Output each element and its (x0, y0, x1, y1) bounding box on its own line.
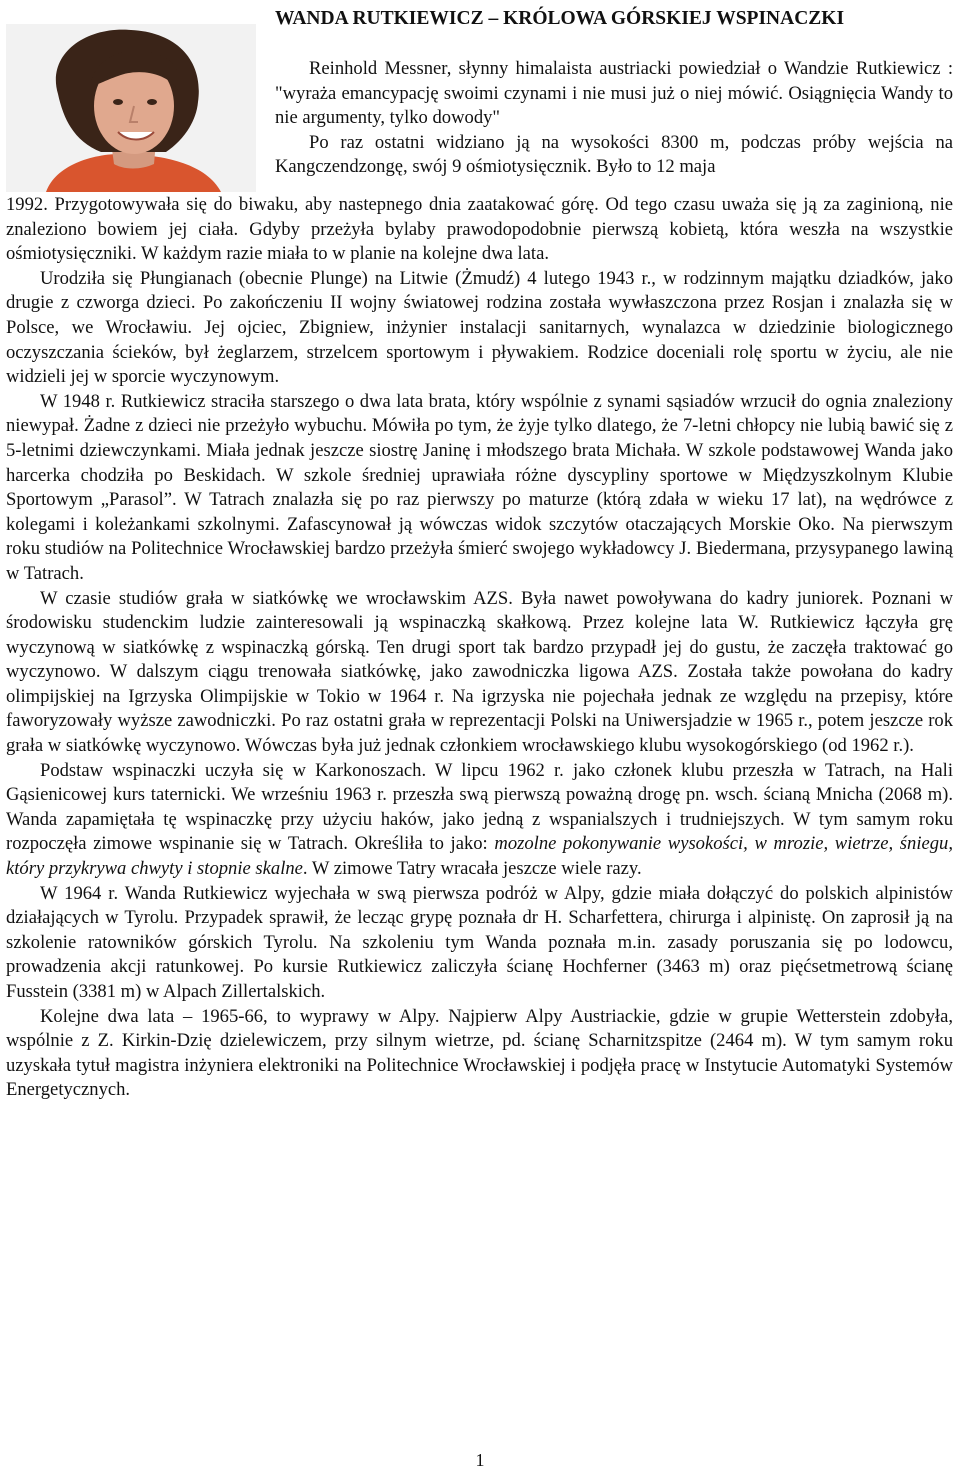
climbing-quote: mozolne pokonywanie wysokości, w mrozie, wietrze, śniegu, który przykrywa chwyty i stopnie skalne (6, 833, 954, 880)
body-paragraph: W 1964 r. Wanda Rutkiewicz wyjechała w swą pierwsza podróż w Alpy, gdzie miała dołączyć do polskich alpinistów działających w Tyrolu. Przypadek sprawił, że lecząc grypę poznała dr H. Scharfettera, chirurga i alpinistę. On zaprosił ją na szkolenie ratowników górskich Tyrolu. Na szkoleniu tym Wanda poznała m.in. zasady poruszania się po lodowcu, prowadzenia akcji ratunkowej. Po kursie Rutkiewicz zaliczyła ścianę Hochferner (3463 m) oraz pięćsetmetrową ścianę Fusstein (3381 m) w Alpach Zillertalskich. (6, 882, 953, 1002)
intro-paragraph: Reinhold Messner, słynny himalaista austriacki powiedział o Wandzie Rutkiewicz : "wyraża emancypację swoimi czynami i nie musi już o niej mówić. Osiągnięcia Wandy to nie argumenty, tylko dowody" (275, 58, 953, 129)
body-paragraph: Urodziła się Płungianach (obecnie Plunge) na Litwie (Żmudź) 4 lutego 1943 r., w rodzinnym majątku dziadków, jako drugie z czworga dzieci. Po zakończeniu II wojny światowej rodzina została wywłaszczona przez Rosjan i znalazła się w Polsce, we Wrocławiu. Jej ojciec, Zbigniew, inżynier instalacji sanitarnych, wynalazca w dziedzinie biologicznego oczyszczania ścieków, był żeglarzem, strzelcem sportowym i pływakiem. Rodzice doceniali rolę sportu w życiu, ale nie widzieli jej w sporcie wyczynowym. (6, 267, 953, 388)
intro-paragraph: Po raz ostatni widziano ją na wysokości 8300 m, podczas próby wejścia na Kangczendzongę, swój 9 ośmiotysięcznik. Było to 12 maja (275, 131, 953, 178)
climbing-text-end: . W zimowe Tatry wracała jeszcze wiele razy. (302, 858, 642, 880)
climbing-text-start: Podstaw wspinaczki uczyła się w Karkonoszach. W lipcu 1962 r. jako członek klubu przeszła w Tatrach, na Hali Gąsienicowej kurs taternicki. We wrześniu 1963 r. przeszła swą pierwszą poważną drogę pn. wsch. ścianą Mnicha (2068 m). Wanda zapamiętała tę wspinaczkę przy użyciu haków, jako jedną z wspanialszych i trudniejszych. W tym samym roku rozpoczęła zimowe wspinanie się w Tatrach. Określiła to jako: (6, 759, 953, 855)
portrait-photo (6, 24, 256, 192)
page-number: 1 (475, 1450, 485, 1470)
body-paragraph: 1992. Przygotowywała się do biwaku, aby nastepnego dnia zaatakować górę. Od tego czasu uważa się ją za zaginioną, nie znaleziono bowiem jej ciała. Gdyby przeżyła bylaby prawodopodobnie pierwszą kobietą, która weszła na wszystkie ośmiotysięczniki. W każdym razie miała to w planie na kolejne dwa lata. (6, 194, 953, 265)
article-title: WANDA RUTKIEWICZ – KRÓLOWA GÓRSKIEJ WSPINACZKI (275, 8, 845, 29)
body-paragraph: W czasie studiów grała w siatkówkę we wrocławskim AZS. Była nawet powoływana do kadry juniorek. Poznani w środowisku studenckim ludzie zainteresowali ją wspinaczką skałkową. Przez kolejne lata W. Rutkiewicz łączyła grę wyczynową w siatkówkę z wspinaczką górską. Ten drugi sport tak bardzo przypadł jej do gustu, że zaczęła traktować go wyczynowo. W dalszym ciągu trenowała siatkówkę, jako zawodniczka ligowa AZS. Została także powołana do kadry olimpijskiej na Igrzyska Olimpijskie w Tokio w 1964 r. Na igrzyska nie pojechała jednak ze względu na przepisy, które faworyzowały wyższe zawodniczki. Po raz ostatni grała w reprezentacji Polski na Uniwersjadzie w 1965 r., potem jeszcze rok grała w siatkówkę wyczynowo. Wówczas była już jednak członkiem wrocławskiego klubu wysokogórskiego (od 1962 r.). (6, 587, 953, 757)
body-paragraph-climbing (6, 759, 953, 882)
body-paragraph: W 1948 r. Rutkiewicz straciła starszego o dwa lata brata, który wspólnie z synami sąsiadów wrzucił do ognia znaleziony niewypał. Żadne z dzieci nie przeżyło wybuchu. Mówiła po tym, że żyje tylko dlatego, że 7-letni chłopcy nie lubią bawić się z 5-letnimi dziewczynkami. Miała jednak jeszcze siostrę Janinę i młodszego brata Michała. W szkole podstawowej Wanda jako harcerka chodziła po Beskidach. W szkole średniej uprawiała różne dyscypliny sportowe w Międzyszkolnym Klubie Sportowym „Parasol”. W Tatrach znalazła się po raz pierwszy po maturze (którą zdała w wieku 17 lat), na wędrówce z kolegami i koleżankami szkolnymi. Zafascynował ją wówczas widok szczytów otaczających Morskie Oko. Na pierwszym roku studiów na Politechnice Wrocławskiej bardzo przeżyła śmierć swojego wykładowcy J. Biedermana, przysypanego lawiną w Tatrach. (6, 390, 953, 584)
article-body (6, 193, 953, 1103)
body-paragraph: Kolejne dwa lata – 1965-66, to wyprawy w Alpy. Najpierw Alpy Austriackie, gdzie w grupie Wetterstein zdobyła, wspólnie z Z. Kirkin-Dzię dzielewiczem, przy silnym wietrze, pd. ścianę Scharnitzspitze (2464 m). W tym samym roku uzyskała tytuł magistra inżyniera elektroniki na Politechnice Wrocławskiej i podjęła pracę w Instytucie Automatyki Systemów Energetycznych. (6, 1005, 953, 1101)
intro-block (275, 57, 953, 180)
portrait-photo-icon (6, 24, 256, 192)
